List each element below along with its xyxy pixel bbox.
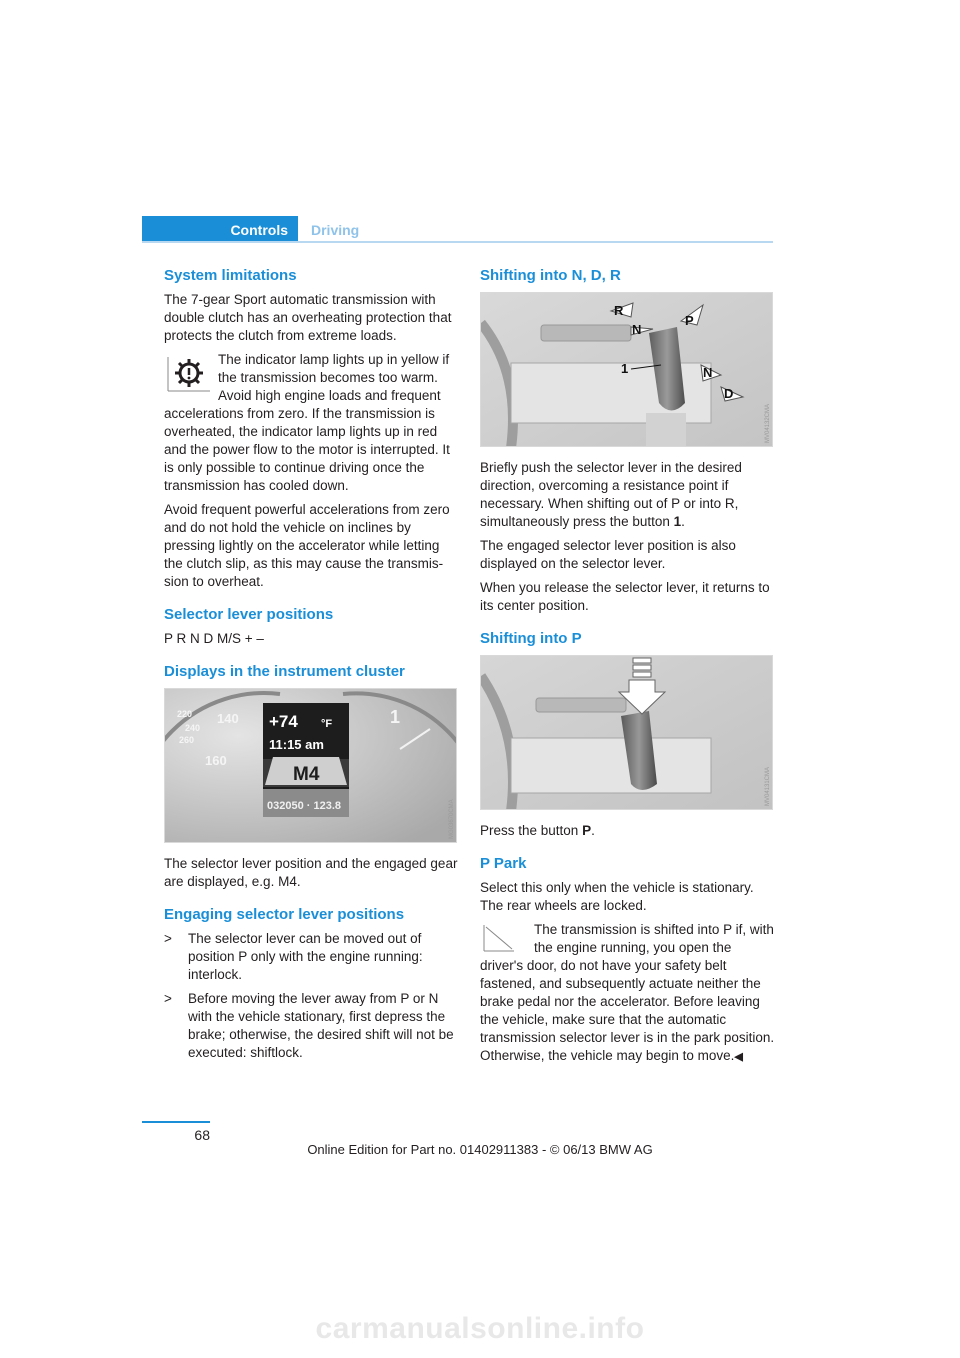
shifting-ndr-text-1 (480, 459, 775, 531)
warning-block-park (480, 921, 775, 1066)
park-warning-text: The transmission is shifted into P if, with the engine running, you open the driver's door, do not have your safety belt fastened, and subsequently actuate neither the brake pedal nor the accelerator. Before leaving the vehicle, make sure that the automatic transmission selector lever is in the park position. Otherwise, the vehicle may begin to move. (480, 922, 775, 1063)
shifting-ndr-text-3: When you release the selector lever, it returns to its center position. (480, 580, 770, 613)
end-mark: ◀ (734, 1051, 743, 1063)
selector-positions-text: P R N D M/S + – (164, 631, 264, 646)
footer-rule (142, 1121, 210, 1123)
instrument-cluster-figure (164, 688, 457, 843)
list-item (164, 990, 459, 1062)
shifting-ndr-text-1-a: Briefly push the selector lever in the desired direction, overcoming a resistance point if necessary. When shifting out of P or into R, simultaneously press the button (480, 460, 742, 529)
heading-shifting-ndr: Shifting into N, D, R (480, 267, 621, 284)
tab-driving-label: Driving (311, 221, 360, 238)
figure-code: MV04132CMA (765, 403, 771, 443)
speed-tick-260: 260 (179, 735, 195, 745)
bullet-text: Before moving the lever away from P or N with the vehicle stationary, first depress the brake; otherwise, the desired shift will not be executed: shiftlock. (188, 991, 454, 1060)
speed-tick-240: 240 (185, 723, 201, 733)
transmission-gear-warning-icon (164, 353, 214, 393)
tab-controls (142, 216, 298, 243)
bullet-text: The selector lever can be moved out of position P only with the engine running: interlock. (188, 931, 423, 982)
display-time: 11:15 am (269, 737, 324, 752)
display-temperature: +74 (269, 712, 298, 731)
bullet-marker: > (164, 931, 172, 946)
header-rule (142, 241, 773, 243)
shifting-p-text (480, 822, 775, 840)
display-gear: M4 (293, 764, 320, 785)
p-park-text: Select this only when the vehicle is stationary. The rear wheels are locked. (480, 880, 754, 913)
button-1-ref: 1 (673, 514, 682, 529)
arrow-label-n-top: N (632, 322, 642, 337)
heading-shifting-p: Shifting into P (480, 630, 582, 647)
bullet-marker: > (164, 991, 172, 1006)
figure-code: MV04131CMA (765, 766, 771, 806)
heading-engaging-selector-lever: Engaging selector lever positions (164, 906, 405, 923)
figure-code: MG03670CMA (449, 799, 455, 839)
tach-tick-1: 1 (390, 707, 401, 727)
displays-caption: The selector lever position and the engaged gear are displayed, e.g. M4. (164, 856, 458, 889)
speed-tick-140: 140 (217, 711, 239, 726)
transmission-warning-text: The indicator lamp lights up in yellow if the transmission becomes too warm. Avoid high engine loads and frequent accelerations from zero. If the transmission is overheated, the indicator lamp lights up in red and the power flow to the motor is interrupted. It is only possible to continue driving once the transmission has cooled down. (164, 352, 450, 493)
tab-controls-label: Controls (230, 221, 288, 238)
page-number: 68 (194, 1127, 210, 1143)
engaging-bullet-list (164, 930, 459, 1062)
heading-p-park: P Park (480, 855, 527, 872)
shifting-ndr-text-1-b: . (681, 514, 685, 529)
speed-tick-160: 160 (205, 753, 227, 768)
shifting-p-figure (480, 655, 773, 810)
shifting-p-text-a: Press the button (480, 823, 583, 838)
display-temperature-unit: °F (321, 718, 333, 730)
arrow-label-r: R (614, 303, 624, 318)
speed-tick-220: 220 (177, 709, 193, 719)
left-column (164, 266, 459, 1068)
shifting-ndr-text-2: The engaged selector lever position is also displayed on the selector lever. (480, 538, 736, 571)
edition-note: Online Edition for Part no. 01402911383 - © 06/13 BMW AG (307, 1142, 653, 1157)
watermark: carmanualsonline.info (315, 1312, 645, 1345)
tab-driving (311, 216, 359, 243)
heading-system-limitations: System limitations (164, 267, 297, 284)
heading-displays-instrument-cluster: Displays in the instrument cluster (164, 663, 405, 680)
right-column (480, 266, 775, 1066)
list-item (164, 930, 459, 984)
triangle-warning-icon (480, 923, 530, 953)
button-p-ref: P (582, 823, 592, 838)
system-limitations-advice: Avoid frequent powerful accelerations from zero and do not hold the vehicle on inclines by pressing lightly on the accelerator while letting the clutch slip, as this may cause the transmis-sion to overheat. (164, 502, 450, 589)
heading-selector-lever-positions: Selector lever positions (164, 606, 334, 623)
shifting-p-text-b: . (591, 823, 595, 838)
arrow-label-d: D (724, 386, 734, 401)
callout-1: 1 (621, 361, 629, 376)
warning-block-transmission (164, 351, 459, 495)
arrow-label-p: P (685, 313, 694, 328)
display-odometer: 032050 · 123.8 (267, 800, 342, 812)
system-limitations-intro: The 7-gear Sport automatic transmission with double clutch has an overheating protection that protects the clutch from extreme loads. (164, 292, 452, 343)
shifting-ndr-figure (480, 292, 773, 447)
arrow-label-n-bottom: N (703, 365, 713, 380)
